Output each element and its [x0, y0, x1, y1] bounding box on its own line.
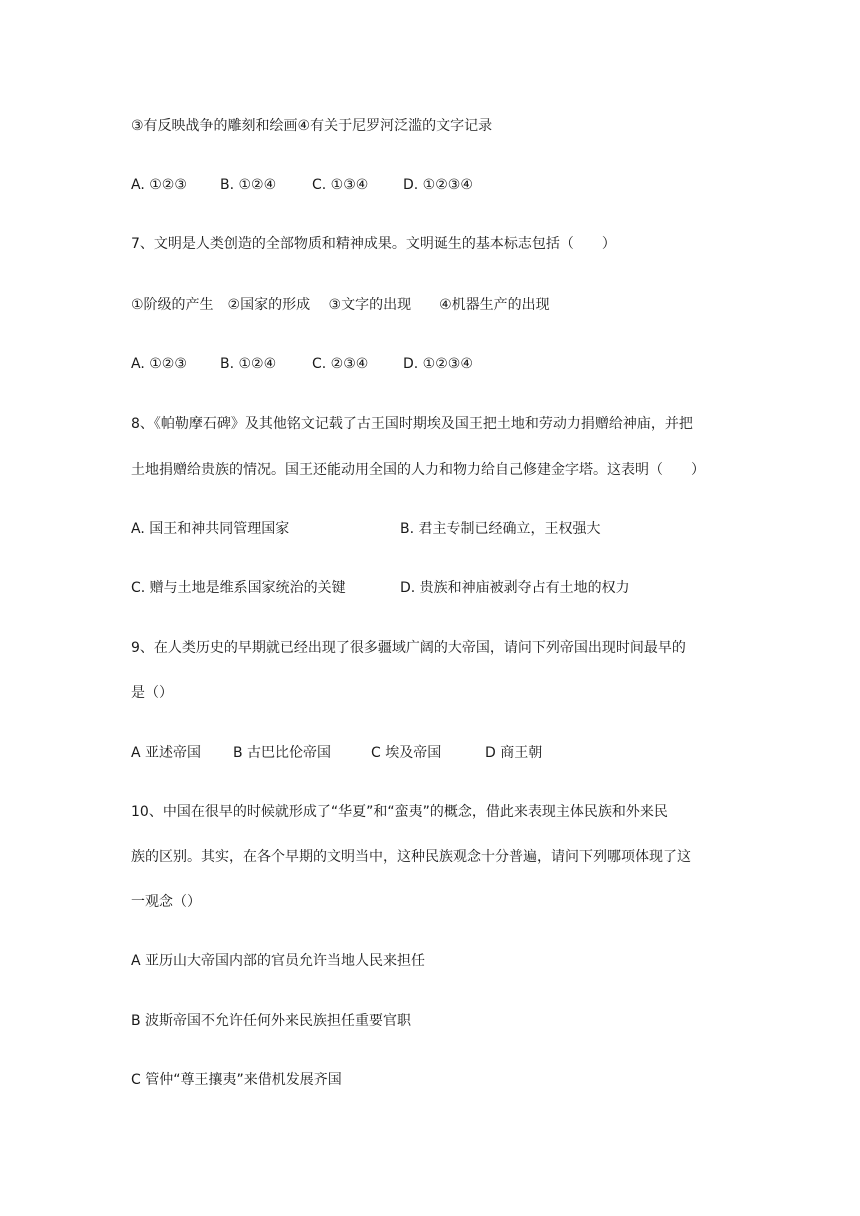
question-9-stem-line-1: 9、在人类历史的早期就已经出现了很多疆域广阔的大帝国，请问下列帝国出现时间最早的 — [131, 640, 686, 656]
option-a: A 亚述帝国 — [131, 745, 202, 761]
question-6-continuation: ③有反映战争的雕刻和绘画④有关于尼罗河泛滥的文字记录 — [131, 118, 493, 134]
question-10-option-a: A 亚历山大帝国内部的官员允许当地人民来担任 — [131, 953, 426, 969]
option-c: C 埃及帝国 — [371, 745, 442, 761]
option-d: D. 贵族和神庙被剥夺占有土地的权力 — [400, 580, 630, 596]
option-b: B 古巴比伦帝国 — [233, 745, 332, 761]
option-d: D 商王朝 — [485, 745, 543, 761]
option-b: B. ①②④ — [220, 177, 277, 193]
question-9-stem-line-2: 是（） — [131, 685, 173, 701]
option-a: A. ①②③ — [131, 356, 187, 372]
question-7-stem: 7、文明是人类创造的全部物质和精神成果。文明诞生的基本标志包括（ ） — [131, 236, 616, 252]
question-10-option-b: B 波斯帝国不允许任何外来民族担任重要官职 — [131, 1013, 412, 1029]
option-d: D. ①②③④ — [403, 356, 473, 372]
option-d: D. ①②③④ — [403, 177, 473, 193]
question-10-stem-line-1: 10、中国在很早的时候就形成了“华夏”和“蛮夷”的概念，借此来表现主体民族和外来民 — [131, 804, 668, 820]
option-a: A. 国王和神共同管理国家 — [131, 521, 290, 537]
option-c: C. ①③④ — [312, 177, 369, 193]
option-a: A. ①②③ — [131, 177, 187, 193]
question-8-stem-line-2: 土地捐赠给贵族的情况。国王还能动用全国的人力和物力给自己修建金字塔。这表明（ ） — [131, 462, 705, 478]
question-8-stem-line-1: 8、《帕勒摩石碑》及其他铭文记载了古王国时期埃及国王把土地和劳动力捐赠给神庙，并把 — [131, 416, 693, 432]
option-c: C. 赠与土地是维系国家统治的关键 — [131, 580, 346, 596]
question-10-stem-line-3: 一观念（） — [131, 894, 201, 910]
question-10-option-c: C 管仲“尊王攘夷”来借机发展齐国 — [131, 1072, 342, 1088]
question-7-items: ①阶级的产生 ②国家的形成 ③文字的出现 ④机器生产的出现 — [131, 297, 550, 313]
option-c: C. ②③④ — [312, 356, 369, 372]
option-b: B. ①②④ — [220, 356, 277, 372]
option-b: B. 君主专制已经确立，王权强大 — [400, 521, 601, 537]
question-10-stem-line-2: 族的区别。其实，在各个早期的文明当中，这种民族观念十分普遍，请问下列哪项体现了这 — [131, 849, 691, 865]
